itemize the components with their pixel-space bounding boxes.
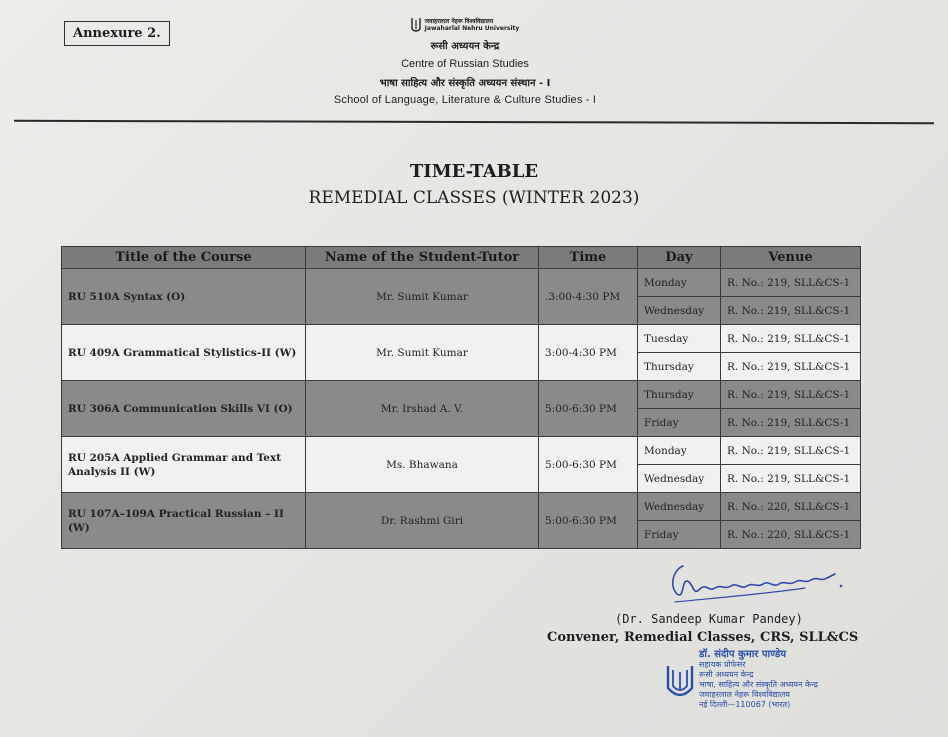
class-venue: R. No.: 219, SLL&CS-1	[721, 381, 861, 409]
official-stamp	[665, 650, 865, 730]
signatory-role: Convener, Remedial Classes, CRS, SLL&CS	[547, 630, 859, 645]
stamp-line: नई दिल्ली—110067 (भारत)	[699, 700, 791, 709]
student-tutor: Dr. Rashmi Giri	[306, 493, 539, 549]
class-venue: R. No.: 220, SLL&CS-1	[721, 493, 861, 521]
column-header-venue: Venue	[721, 247, 861, 269]
class-day: Monday	[638, 437, 721, 465]
class-venue: R. No.: 219, SLL&CS-1	[721, 269, 861, 297]
school-name-hindi: भाषा साहित्य और संस्कृति अध्ययन संस्थान - I	[379, 78, 551, 89]
stamp-text	[699, 650, 818, 710]
class-time: 5:00-6:30 PM	[539, 493, 638, 549]
stamp-line: डॉ. संदीप कुमार पाण्डेय	[699, 649, 787, 660]
student-tutor: Mr. Sumit Kumar	[306, 269, 539, 325]
letterhead	[300, 14, 630, 106]
stamp-line: जवाहरलाल नेहरू विश्वविद्यालय	[699, 690, 790, 699]
student-tutor: Mr. Irshad A. V.	[306, 381, 539, 437]
class-day: Thursday	[638, 381, 721, 409]
stamp-line: सहायक प्रोफेसर	[699, 660, 746, 669]
jnu-emblem-icon	[665, 664, 695, 702]
class-day: Thursday	[638, 353, 721, 381]
table-header-row	[62, 247, 861, 269]
table-row	[62, 437, 861, 465]
class-day: Wednesday	[638, 465, 721, 493]
class-day: Friday	[638, 521, 721, 549]
page-title: TIME-TABLE	[409, 161, 539, 182]
class-time: 5:00-6:30 PM	[539, 381, 638, 437]
column-header-tutor: Name of the Student-Tutor	[306, 247, 539, 269]
page-subtitle: REMEDIAL CLASSES (WINTER 2023)	[308, 188, 640, 208]
signatory-name: (Dr. Sandeep Kumar Pandey)	[615, 612, 803, 626]
centre-name-hindi: रूसी अध्ययन केन्द्र	[430, 41, 500, 52]
course-title: RU 510A Syntax (O)	[62, 269, 306, 325]
course-title: RU 107A–109A Practical Russian – II (W)	[62, 493, 306, 549]
table-row	[62, 381, 861, 409]
university-logo-row	[300, 14, 630, 36]
handwritten-signature	[655, 558, 855, 614]
course-title: RU 409A Grammatical Stylistics-II (W)	[62, 325, 306, 381]
header-divider	[14, 120, 934, 124]
course-title: RU 205A Applied Grammar and Text Analysis II (W)	[62, 437, 306, 493]
column-header-day: Day	[638, 247, 721, 269]
class-venue: R. No.: 219, SLL&CS-1	[721, 409, 861, 437]
column-header-course: Title of the Course	[62, 247, 306, 269]
class-day: Friday	[638, 409, 721, 437]
table-row	[62, 269, 861, 297]
class-venue: R. No.: 219, SLL&CS-1	[721, 325, 861, 353]
university-name-english: Jawaharlal Nehru University	[424, 25, 520, 32]
university-name-hindi: जवाहरलाल नेहरू विश्वविद्यालय	[424, 18, 494, 25]
class-day: Wednesday	[638, 493, 721, 521]
annexure-label: Annexure 2.	[64, 21, 170, 46]
university-names	[425, 18, 520, 32]
stamp-line: रूसी अध्ययन केन्द्र	[699, 670, 754, 679]
centre-name: Centre of Russian Studies	[401, 58, 529, 70]
student-tutor: Ms. Bhawana	[306, 437, 539, 493]
class-venue: R. No.: 219, SLL&CS-1	[721, 353, 861, 381]
class-day: Wednesday	[638, 297, 721, 325]
student-tutor: Mr. Sumit Kumar	[306, 325, 539, 381]
table-row	[62, 325, 861, 353]
class-venue: R. No.: 220, SLL&CS-1	[721, 521, 861, 549]
timetable	[61, 246, 861, 549]
stamp-line: भाषा, साहित्य और संस्कृति अध्ययन केन्द्र	[699, 680, 818, 689]
class-time: 5:00-6:30 PM	[539, 437, 638, 493]
course-title: RU 306A Communication Skills VI (O)	[62, 381, 306, 437]
table-row	[62, 493, 861, 521]
jnu-logo-icon	[411, 17, 421, 33]
column-header-time: Time	[539, 247, 638, 269]
class-venue: R. No.: 219, SLL&CS-1	[721, 437, 861, 465]
school-name: School of Language, Literature & Culture Studies - I	[333, 94, 597, 106]
class-time: .3:00-4:30 PM	[539, 269, 638, 325]
class-venue: R. No.: 219, SLL&CS-1	[721, 297, 861, 325]
class-day: Tuesday	[638, 325, 721, 353]
class-venue: R. No.: 219, SLL&CS-1	[721, 465, 861, 493]
class-day: Monday	[638, 269, 721, 297]
class-time: 3:00-4:30 PM	[539, 325, 638, 381]
